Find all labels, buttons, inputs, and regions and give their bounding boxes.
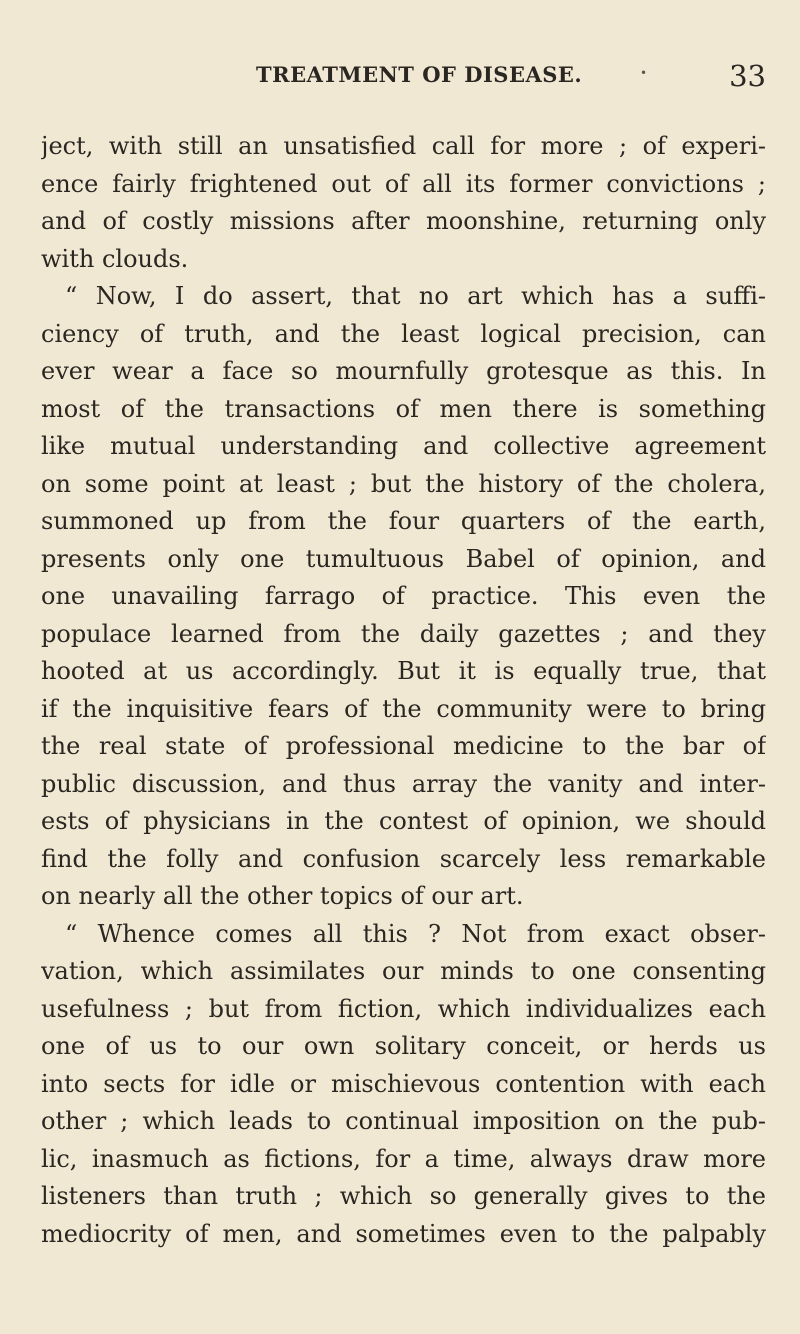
text-line: one of us to our own solitary conceit, or herds us (41, 1032, 766, 1060)
text-line: summoned up from the four quarters of the earth, (41, 507, 766, 535)
text-line: usefulness ; but from fiction, which individualizes each (41, 994, 766, 1023)
text-line: ject, with still an unsatisfied call for more ; of experi- (41, 132, 766, 160)
text-line: public discussion, and thus array the vanity and inter- (41, 769, 766, 798)
text-line: into sects for idle or mischievous contention with each (41, 1069, 766, 1098)
text-line: with clouds. (41, 244, 189, 273)
text-line: the real state of professional medicine to the bar of (41, 732, 766, 760)
text-line: listeners than truth ; which so generally gives to the (41, 1182, 766, 1210)
text-line: on nearly all the other topics of our art. (41, 882, 524, 910)
text-line: ciency of truth, and the least logical precision, can (41, 319, 766, 348)
printer-mark: • (640, 66, 648, 80)
text-line: like mutual understanding and collective agreement (41, 432, 766, 460)
text-line: presents only one tumultuous Babel of opinion, and (41, 544, 766, 573)
text-line: if the inquisitive fears of the community were to bring (41, 694, 766, 723)
text-line: and of costly missions after moonshine, returning only (41, 207, 766, 235)
text-line: “ Whence comes all this ? Not from exact obser- (65, 919, 766, 948)
text-line: mediocrity of men, and sometimes even to the palpably (41, 1219, 766, 1248)
text-line: vation, which assimilates our minds to one consenting (41, 957, 766, 985)
text-line: hooted at us accordingly. But it is equally true, that (41, 657, 766, 685)
body-text (41, 128, 766, 1253)
text-line: most of the transactions of men there is something (41, 394, 766, 423)
text-line: on some point at least ; but the history of the cholera, (41, 469, 766, 498)
text-line: populace learned from the daily gazettes ; and they (41, 619, 766, 648)
text-line: ence fairly frightened out of all its former convictions ; (41, 169, 766, 198)
text-line: ever wear a face so mournfully grotesque as this. In (41, 357, 766, 385)
text-line: “ Now, I do assert, that no art which has a suffi- (65, 282, 766, 310)
text-line: ests of physicians in the contest of opinion, we should (41, 807, 766, 835)
text-line: find the folly and confusion scarcely less remarkable (41, 844, 766, 873)
text-line: one unavailing farrago of practice. This even the (41, 582, 766, 610)
text-line: lic, inasmuch as fictions, for a time, always draw more (41, 1144, 766, 1173)
running-head-title: TREATMENT OF DISEASE. (256, 62, 583, 87)
running-head (256, 59, 766, 96)
text-line: other ; which leads to continual imposition on the pub- (41, 1107, 766, 1135)
page-number: 33 (729, 59, 766, 93)
